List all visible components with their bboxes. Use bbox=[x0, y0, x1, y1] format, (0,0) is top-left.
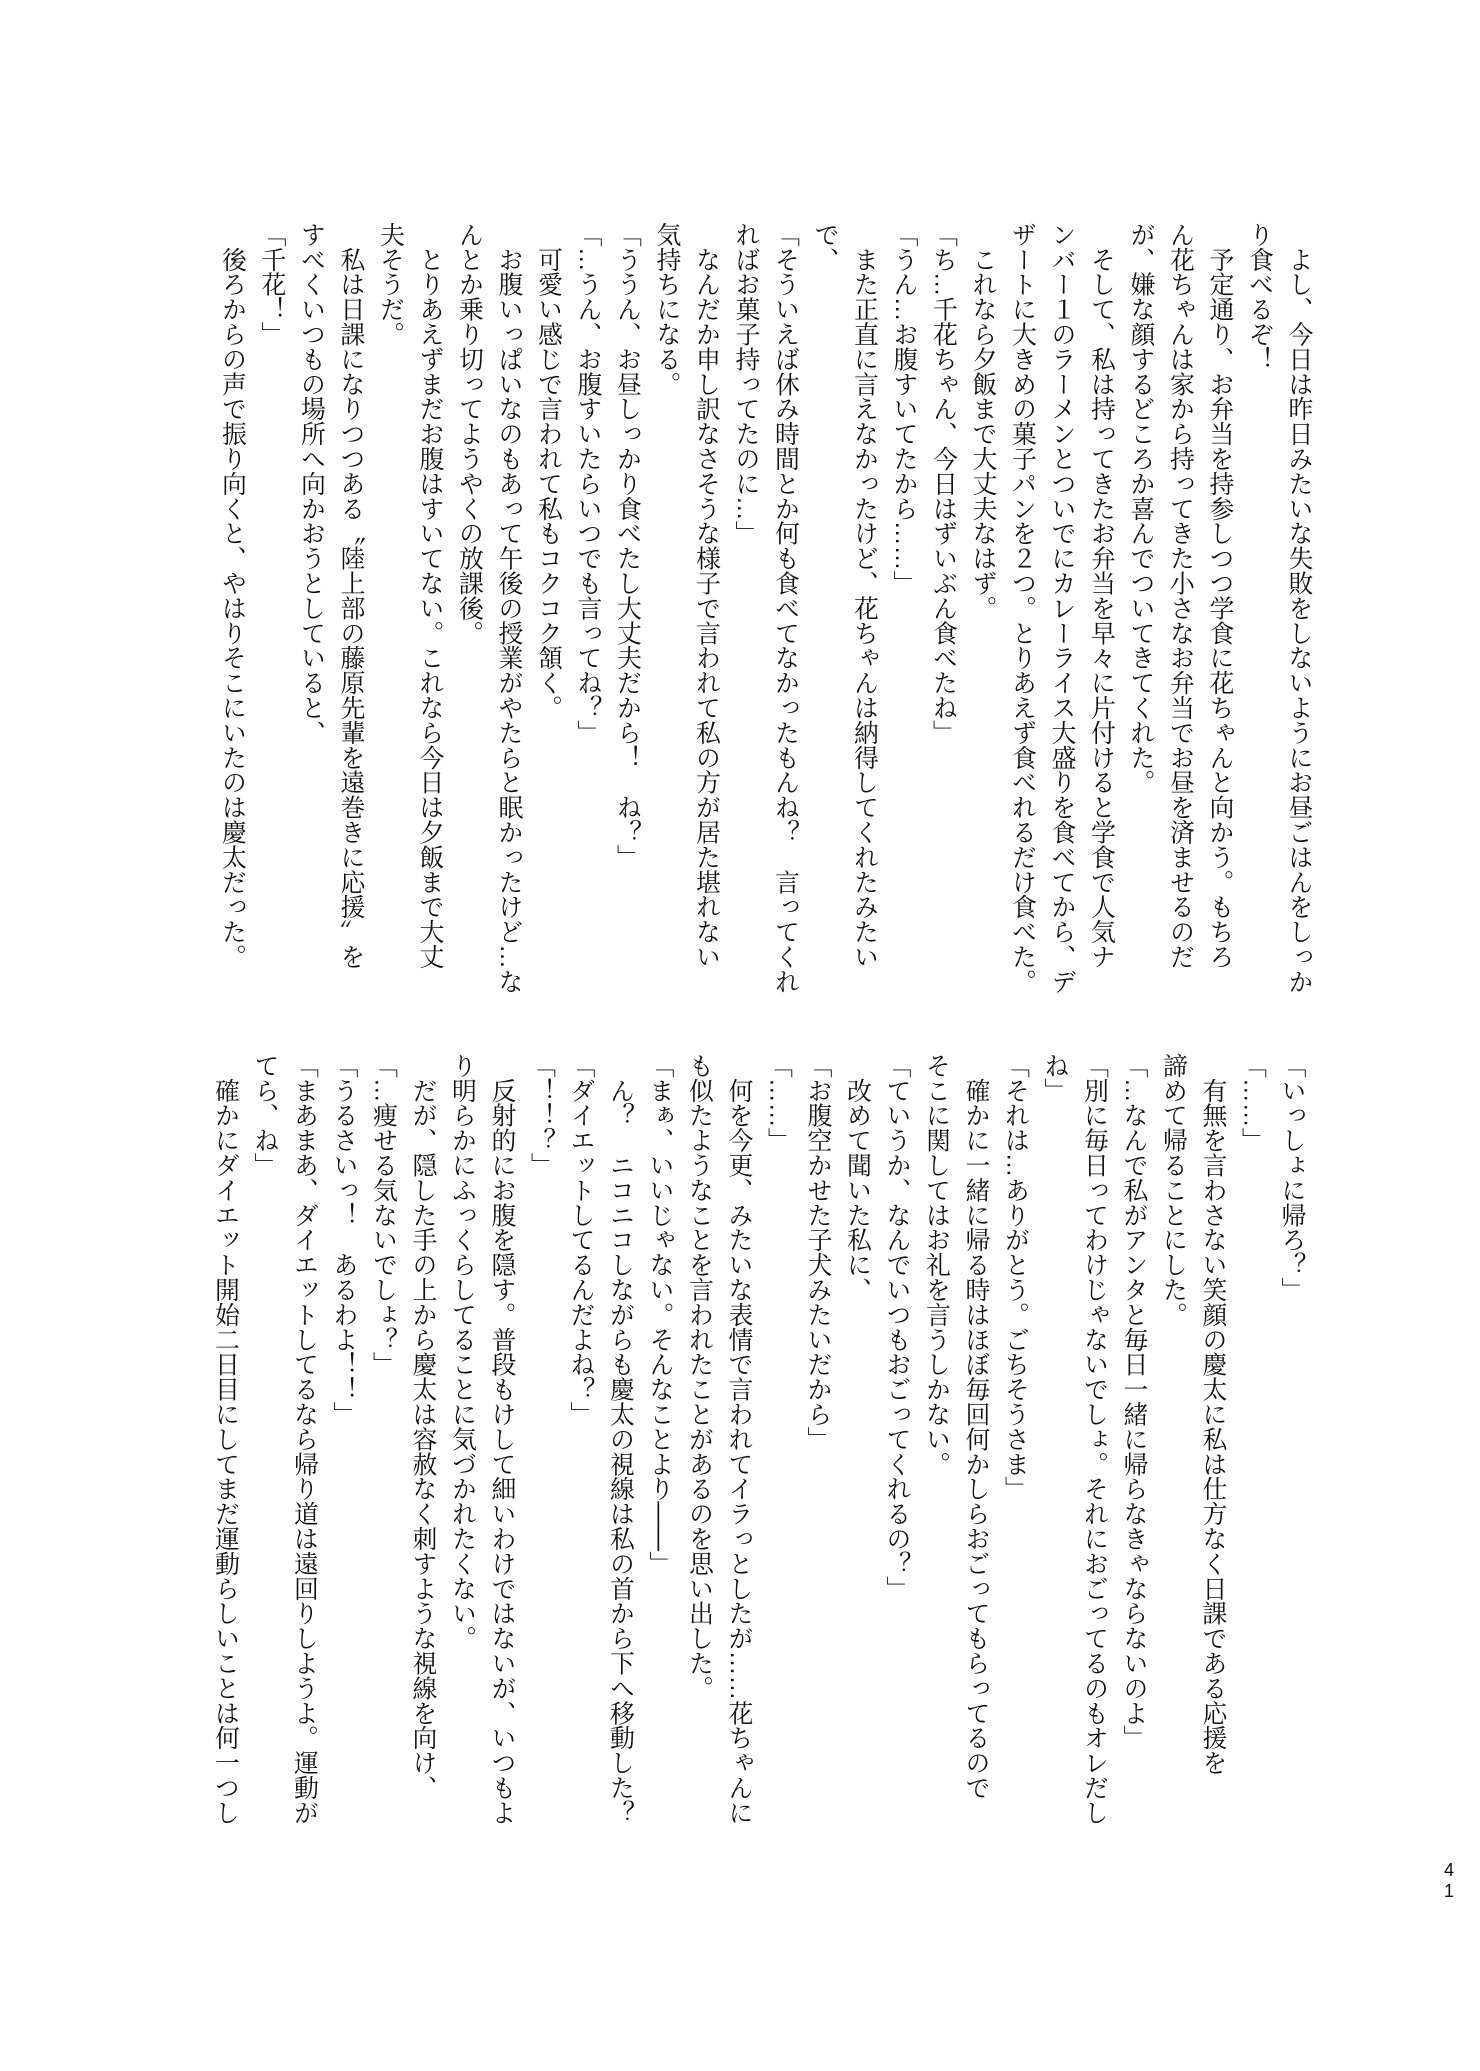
text-line: 「まあまあ、ダイエットしてるなら帰り道は遠回りしようよ。運動が bbox=[290, 1053, 319, 1825]
text-line: また正直に言えなかったけど、花ちゃんは納得してくれたみたい bbox=[850, 222, 879, 969]
text-line: 夫そうだ。 bbox=[376, 222, 405, 347]
text-line: 気持ちになる。 bbox=[653, 222, 681, 397]
text-line: 「…なんで私がアンタと毎日一緒に帰らなきゃならないのよ」 bbox=[1120, 1053, 1148, 1751]
text-line: すべくいつもの場所へ向かおうとしていると、 bbox=[297, 222, 326, 745]
text-line: よし、今日は昨日みたいな失敗をしないようにお昼ごはんをしっか bbox=[1285, 222, 1313, 994]
text-line: 「うん…お腹すいてたから……」 bbox=[890, 222, 918, 596]
text-line: 「…痩せる気ないでしょ？」 bbox=[369, 1053, 398, 1377]
text-line: 「ち…千花ちゃん、今日はずいぶん食べたね」 bbox=[929, 222, 958, 745]
text-line: ればお菓子持ってたのに…」 bbox=[732, 222, 760, 546]
text-line: 「うるさいっ！ あるわよ！！」 bbox=[330, 1053, 358, 1427]
text-line: なんだか申し訳なさそうな様子で言われて私の方が居た堪れない bbox=[692, 222, 721, 969]
text-block-top bbox=[212, 222, 1318, 996]
text-line: ね」 bbox=[1041, 1053, 1069, 1103]
text-line: 改めて聞いた私に、 bbox=[843, 1053, 872, 1302]
text-line: 「…うん、お腹すいたらいつでも言ってね？」 bbox=[574, 222, 602, 745]
text-line: だが、隠した手の上から慶太は容赦なく刺すような視線を向け、 bbox=[409, 1053, 437, 1800]
text-line: これなら夕飯まで大丈夫なはず。 bbox=[969, 222, 997, 621]
text-line: 諦めて帰ることにした。 bbox=[1159, 1053, 1188, 1327]
text-line: 「！！？」 bbox=[527, 1053, 556, 1178]
text-line: 可愛い感じで言われて私もコクコク頷く。 bbox=[534, 222, 563, 720]
text-line: お腹いっぱいなのもあって午後の授業がやたらと眠かったけど…な bbox=[495, 222, 523, 994]
text-block-bottom bbox=[205, 1053, 1311, 1827]
text-line: で、 bbox=[811, 222, 839, 272]
text-line: そこに関してはお礼を言うしかない。 bbox=[922, 1053, 951, 1477]
text-line: も似たようなことを言われたことがあるのを思い出した。 bbox=[685, 1053, 714, 1701]
text-line: ん花ちゃんは家から持ってきた小さなお弁当でお昼を済ませるのだ bbox=[1166, 222, 1195, 969]
text-line: り食べるぞ！ bbox=[1245, 222, 1274, 372]
text-line: ンバー１のラーメンとついでにカレーライス大盛りを食べてから、デ bbox=[1048, 222, 1076, 994]
text-line: 反射的にお腹を隠す。普段もけして細いわけではないが、いつもよ bbox=[488, 1053, 516, 1825]
text-line: ん？ ニコニコしながらも慶太の視線は私の首から下へ移動した？ bbox=[606, 1053, 635, 1825]
text-line: 「千花！」 bbox=[258, 222, 286, 347]
text-line: 確かに一緒に帰る時はほぼ毎回何かしらおごってもらってるので bbox=[962, 1053, 990, 1800]
text-line: 後ろからの声で振り向くと、やはりそこにいたのは慶太だった。 bbox=[218, 222, 247, 969]
text-line: り明らかにふっくらしてることに気づかれたくない。 bbox=[448, 1053, 477, 1651]
text-line: 「いっしょに帰ろ？」 bbox=[1278, 1053, 1306, 1302]
page-number: 41 bbox=[1439, 1860, 1459, 1902]
text-line: んとか乗り切ってようやくの放課後。 bbox=[455, 222, 484, 646]
text-line: 予定通り、お弁当を持参しつつ学食に花ちゃんと向かう。もちろ bbox=[1206, 222, 1234, 969]
text-line: 私は日課になりつつある〝陸上部の藤原先輩を遠巻きに応援〟を bbox=[337, 222, 365, 969]
text-line: てら、ね」 bbox=[251, 1053, 279, 1178]
text-line: ザートに大きめの菓子パンを２つ。とりあえず食べれるだけ食べた。 bbox=[1008, 222, 1037, 994]
text-line: 「お腹空かせた子犬みたいだから」 bbox=[804, 1053, 832, 1452]
text-line: 「それは…ありがとう。ごちそうさま」 bbox=[1001, 1053, 1030, 1502]
text-line: が、嫌な顔するどころか喜んでついてきてくれた。 bbox=[1127, 222, 1155, 795]
text-line: とりあえずまだお腹はすいてない。これなら今日は夕飯まで大丈 bbox=[416, 222, 444, 969]
text-line: 「ていうか、なんでいつもおごってくれるの？」 bbox=[883, 1053, 911, 1601]
text-line: 「まぁ、いいじゃない。そんなことより――」 bbox=[646, 1053, 674, 1576]
text-line: 「別に毎日ってわけじゃないでしょ。それにおごってるのもオレだし bbox=[1080, 1053, 1109, 1825]
text-line: そして、私は持ってきたお弁当を早々に片付けると学食で人気ナ bbox=[1087, 222, 1116, 969]
text-line: 「……」 bbox=[1238, 1053, 1267, 1153]
text-line: 確かにダイエット開始二日目にしてまだ運動らしいことは何一つし bbox=[211, 1053, 240, 1825]
text-line: 「ううん、お昼しっかり食べたし大丈夫だから！ ね？」 bbox=[613, 222, 642, 870]
text-line: 「……」 bbox=[764, 1053, 793, 1153]
text-line: 「ダイエットしてるんだよね？」 bbox=[567, 1053, 595, 1427]
text-line: 有無を言わさない笑顔の慶太に私は仕方なく日課である応援を bbox=[1199, 1053, 1227, 1776]
text-line: 「そういえば休み時間とか何も食べてなかったもんね？ 言ってくれ bbox=[771, 222, 800, 994]
text-line: 何を今更、みたいな表情で言われてイラっとしたが……花ちゃんに bbox=[725, 1053, 753, 1825]
